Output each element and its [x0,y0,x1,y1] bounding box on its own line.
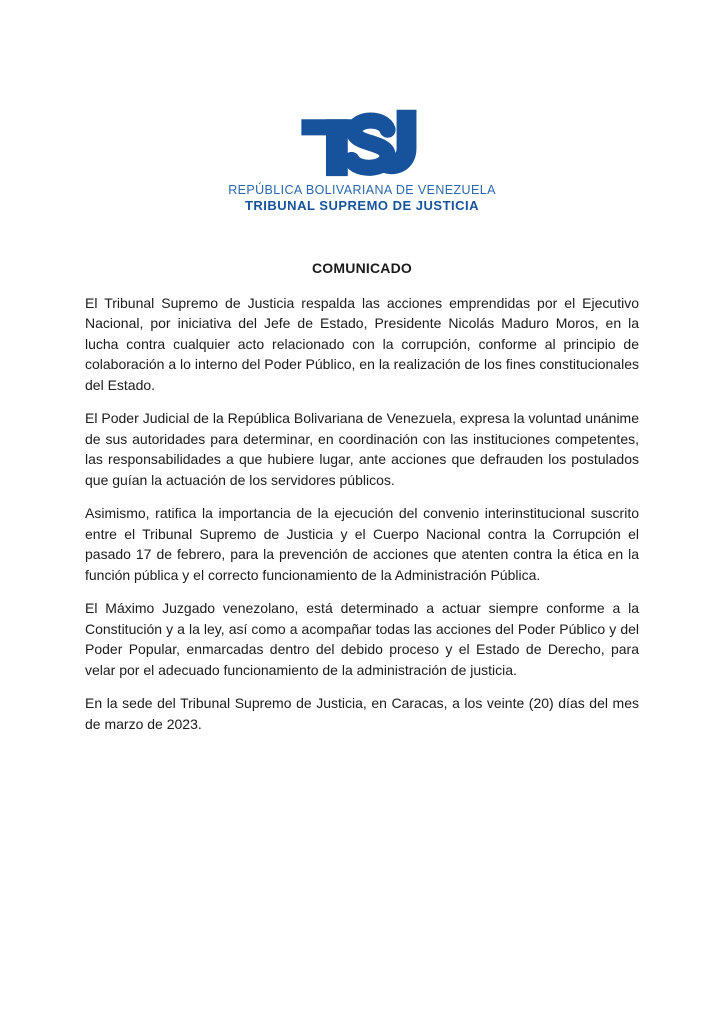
body-paragraph: El Máximo Juzgado venezolano, está determinado a actuar siempre conforme a la Constitución y a la ley, así como a acompañar todas las acciones del Poder Público y del Poder Popular, enmarcadas dentro del debido proceso y el Estado de Derecho, para velar por el adecuado funcionamiento de la administración de justicia. [85,600,639,678]
body-paragraph: El Tribunal Supremo de Justicia respalda las acciones emprendidas por el Ejecutivo Nacional, por iniciativa del Jefe de Estado, Presidente Nicolás Maduro Moros, en la lucha contra cualquier acto relacionado con la corrupción, conforme al principio de colaboración a lo interno del Poder Público, en la realización de los fines constitucionales del Estado. [85,294,639,393]
logo-republic-line: REPÚBLICA BOLIVARIANA DE VENEZUELA [228,183,496,197]
body-paragraph: Asimismo, ratifica la importancia de la ejecución del convenio interinstitucional suscrito entre el Tribunal Supremo de Justicia y el Cuerpo Nacional contra la Corrupción el pasado 17 de febrero, para la prevención de acciones que atenten contra la ética en la función pública y el correcto funcionamiento de la Administración Pública. [85,505,639,583]
logo-tribunal-line: TRIBUNAL SUPREMO DE JUSTICIA [244,198,480,213]
tsj-monogram-icon [296,106,428,178]
body-paragraph: El Poder Judicial de la República Bolivariana de Venezuela, expresa la voluntad unánime de sus autoridades para determinar, en coordinación con las instituciones competentes, las responsabilidades a que hubiere lugar, ante acciones que defrauden los postulados que guían la actuación de los servidores públicos. [85,410,639,488]
tsj-logo [0,0,724,213]
body-paragraph: En la sede del Tribunal Supremo de Justicia, en Caracas, a los veinte (20) días del mes de marzo de 2023. [85,695,639,732]
document-title: COMUNICADO [312,260,412,276]
document-paragraphs [85,293,639,735]
document-body [0,258,724,734]
